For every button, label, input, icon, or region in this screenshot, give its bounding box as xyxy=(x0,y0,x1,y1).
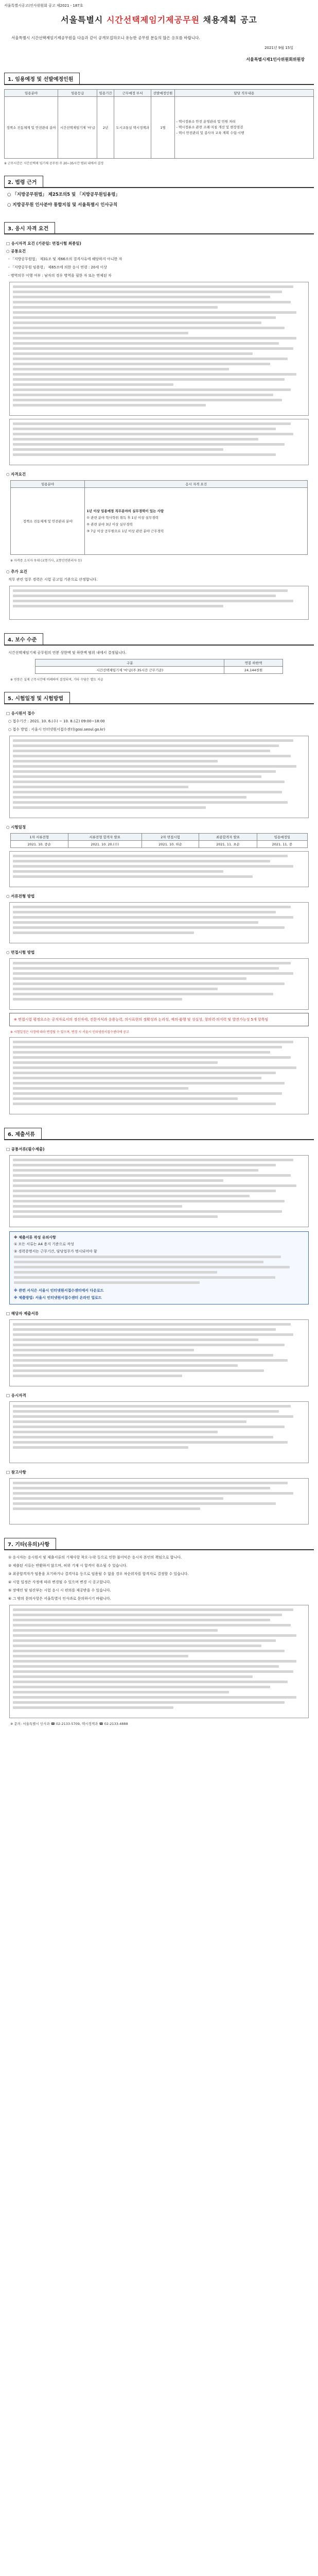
table-cell: 2021. 10. 하순 xyxy=(142,841,199,848)
notice-item: ④ 시험 일정은 사정에 따라 변경될 수 있으며 변경 시 공고합니다. xyxy=(8,1580,111,1584)
salary-note: ※ 연봉은 실제 근무시간에 비례하여 결정되며, 기타 수당은 별도 지급 xyxy=(10,678,103,682)
dense-text-block xyxy=(9,1319,309,1386)
qualification-table xyxy=(10,480,308,555)
dense-text-block xyxy=(9,1401,309,1463)
table-cell: 정책소 진동체계 및 안전관리 분야 xyxy=(5,97,58,159)
table-cell: 2021. 11. 초순 xyxy=(199,841,257,848)
table-header: 임용분야 xyxy=(5,90,58,97)
dense-text-block xyxy=(9,586,309,620)
dense-text-block xyxy=(9,282,309,416)
announcement-date: 2021년 9월 15일 xyxy=(264,46,293,50)
extra-req-title: ○ 추가 요건 xyxy=(6,569,27,574)
notice-item: ⑥ 그 밖의 문의사항은 서울특별시 인사과로 문의하시기 바랍니다. xyxy=(8,1597,111,1601)
notice-item: ② 제출된 서류는 반환하지 않으며, 허위 기재 시 합격이 취소될 수 있습니다. xyxy=(8,1564,128,1568)
section-4-heading: 4. 보수 수준 xyxy=(4,633,43,645)
interview-title: ○ 면접시험 방법 xyxy=(6,950,35,955)
table-cell: 24,144천원 xyxy=(224,667,283,674)
common-req-item: - 「지방공무원법」 제31조 및 제66조의 결격사유에 해당하지 아니한 자 xyxy=(8,257,122,261)
table-cell: 정책소 진동체계 및 안전관리 분야 xyxy=(11,488,85,555)
table-header: 서류전형 합격자 발표 xyxy=(68,834,142,841)
dense-text-block xyxy=(9,419,309,465)
table-cell: 시간선택제임기제 '마'급(주 35시간 근무기준) xyxy=(36,667,224,674)
application-method: ○ 접수 방법 : 서울시 인터넷원서접수센터(gosi.seoul.go.kr) xyxy=(8,727,105,732)
table-header: 응시 자격 요건 xyxy=(85,481,308,488)
table-note: ※ 근무시간은 시간선택제 임기제 공무원 주 20~35시간 범위 내에서 결정 xyxy=(4,162,104,165)
signer: 서울특별시제1인사위원회위원장 xyxy=(246,57,305,62)
table-header: 2차 면접시험 xyxy=(142,834,199,841)
table-header: 선발예정인원 xyxy=(151,90,174,97)
box-item: ② 경력증명서는 근무기간, 담당업무가 명시되어야 함 xyxy=(14,1249,97,1253)
table-header: 1차 서류전형 xyxy=(11,834,68,841)
application-title: □ 응시원서 접수 xyxy=(6,711,35,716)
table-header: 구분 xyxy=(36,659,224,667)
table-cell: 1년 이상 임용예정 직무분야의 실무경력이 있는 사람 ① 관련 분야 학사학위 취득 후 1년 이상 실무경력 ② 관련 분야 3년 이상 실무경력 ③ 7급 이상 공무원으로 1년 이상 관련 분야 근무경력 xyxy=(85,488,308,555)
specific-req-title: ○ 자격요건 xyxy=(6,472,26,477)
document-screening-title: ○ 서류전형 방법 xyxy=(6,894,35,899)
form-download-note: ※ 관련 서식은 서울시 인터넷원서접수센터에서 다운로드 xyxy=(14,1289,104,1293)
schedule-change-note: ※ 시험일정은 사정에 따라 변경될 수 있으며, 변경 시 서울시 인터넷원서접수센터에 공고 xyxy=(10,1030,129,1034)
section-5-heading: 5. 시험일정 및 시험방법 xyxy=(4,692,70,704)
interview-note-box xyxy=(9,1013,309,1026)
section-1-heading: 1. 임용예정 및 선발예정인원 xyxy=(4,73,80,84)
schedule-table xyxy=(10,833,308,848)
dense-text-block xyxy=(9,1037,309,1114)
additional-docs-title: □ 해당자 제출서류 xyxy=(6,1311,39,1316)
box-title: ※ 제출서류 작성 유의사항 xyxy=(14,1235,56,1240)
table-header: 임용등급 xyxy=(58,90,97,97)
cert-note: ※ 자격증 소지자 우대 (교통기사, 교통안전관리자 등) xyxy=(10,559,82,563)
table-header: 담당 직무내용 xyxy=(174,90,313,97)
title-highlight: 시간선택제임기제공무원 xyxy=(106,15,200,25)
table-cell: 2021. 11. 중 xyxy=(257,841,307,848)
section-2-heading: 2. 법령 근거 xyxy=(4,176,43,188)
table-cell: 1명 xyxy=(151,97,174,159)
table-header: 연봉 하한액 xyxy=(224,659,283,667)
common-req-title: ○ 공통요건 xyxy=(6,249,26,253)
recruitment-table xyxy=(4,89,314,159)
dense-text-block xyxy=(9,1605,309,1718)
dense-text-block xyxy=(9,958,309,1010)
interview-note: ※ 면접시험 평정요소는 공직자로서의 정신자세, 전문지식과 응용능력, 의사표현의 정확성과 논리성, 예의·품행 및 성실성, 창의력·의지력 및 발전가능성 5개 항목임 xyxy=(14,1018,269,1022)
table-header: 근무예정 부서 xyxy=(114,90,151,97)
salary-intro: 시간선택제임기제 공무원의 연봉 상한액 및 하한액 범위 내에서 결정됩니다. xyxy=(8,651,127,655)
extra-req-text: 직무 관련 업무 경력은 시험 공고일 기준으로 산정합니다. xyxy=(8,578,98,582)
common-req-item: - 「지방공무원 임용령」 제65조에 의한 응시 연령 : 20세 이상 xyxy=(8,265,107,269)
notice-item: ① 응시자는 응시원서 및 제출서류의 기재사항 착오·누락 등으로 인한 불이익은 응시자 본인의 책임으로 합니다. xyxy=(8,1555,182,1560)
page-title: 서울특별시 시간선택제임기제공무원 채용계획 공고 xyxy=(61,15,257,25)
legal-basis-item: ○ 지방공무원 인사분야 통합지침 및 서울특별시 인사규칙 xyxy=(7,202,118,208)
notice-item: ③ 최종합격자가 임용을 포기하거나 결격사유 등으로 임용될 수 없을 경우 차순위자를 합격자로 결정할 수 있습니다. xyxy=(8,1572,189,1576)
table-header: 임용분야 xyxy=(11,481,85,488)
dense-text-block xyxy=(9,902,309,943)
table-header: 임용기간 xyxy=(97,90,114,97)
document-page xyxy=(4,0,314,1726)
docs-instruction-box xyxy=(9,1231,309,1304)
required-docs-title: □ 공통서류(필수제출) xyxy=(6,1147,45,1151)
table-header: 임용예정일 xyxy=(257,834,307,841)
dense-text-block xyxy=(9,1155,309,1227)
contact-info: ※ 문의: 서울특별시 인사과 ☎ 02-2133-5709, 택시정책과 ☎ 02-2133-4888 xyxy=(10,1722,128,1726)
qualification-intro: □ 응시자격 요건 (기준일: 면접시험 최종일) xyxy=(6,241,81,246)
reference-title: □ 참고사항 xyxy=(6,1470,26,1475)
submission-method-note: ※ 제출방법: 서울시 인터넷원서접수센터 온라인 업로드 xyxy=(14,1296,102,1300)
table-cell: 시간선택제임기제 '마'급 xyxy=(58,97,97,159)
schedule-title: ○ 시험일정 xyxy=(6,825,26,829)
table-cell: 2년 xyxy=(97,97,114,159)
notice-list xyxy=(4,1554,314,1602)
table-cell: 2021. 10. 중순 xyxy=(11,841,68,848)
box-item: ① 모든 서류는 A4 용지 기준으로 작성 xyxy=(14,1242,74,1246)
eligibility-docs-title: □ 응시자격 xyxy=(6,1393,26,1398)
table-header: 최종합격자 발표 xyxy=(199,834,257,841)
table-cell: 도시교통실 택시정책과 xyxy=(114,97,151,159)
notice-item: ⑤ 장애인 및 임산부는 시험 응시 시 편의를 제공받을 수 있습니다. xyxy=(8,1588,111,1592)
salary-table xyxy=(35,659,283,674)
dense-text-block xyxy=(9,1478,309,1524)
common-req-item: - 병역의무 이행 여부 : 남자의 경우 병역을 필한 자 또는 면제된 자 xyxy=(8,274,112,278)
section-3-heading: 3. 응시 자격 요건 xyxy=(4,222,55,234)
dense-text-block xyxy=(9,851,309,887)
table-cell: 2021. 10. 20.(수) xyxy=(68,841,142,848)
intro-text: 서울특별시 시간선택제임기제공무원을 다음과 같이 공개모집하오니 유능한 공무원 분들의 많은 응모를 바랍니다. xyxy=(11,36,200,40)
section-7-heading: 7. 기타(유의)사항 xyxy=(4,1538,56,1550)
announcement-number: 서울특별시공고(인사위원회 공고 제2021 - 187호 xyxy=(4,4,83,8)
section-6-heading: 6. 제출서류 xyxy=(4,1128,42,1140)
application-period: ○ 접수기간 : 2021. 10. 6.(수) ~ 10. 8.(금) 09:00~18:00 xyxy=(8,719,105,723)
dense-text-block xyxy=(9,736,309,818)
legal-basis-item: ○ 「지방공무원법」 제25조의5 및 「지방공무원임용령」 xyxy=(7,192,120,197)
table-cell: - 택시정류소 안전 운영관리 및 민원 처리 - 택시정류소 관련 조례·지침 개선 및 현장점검 - 택시 안전관리 및 종사자 교육 계획 수립·시행 xyxy=(174,97,313,159)
